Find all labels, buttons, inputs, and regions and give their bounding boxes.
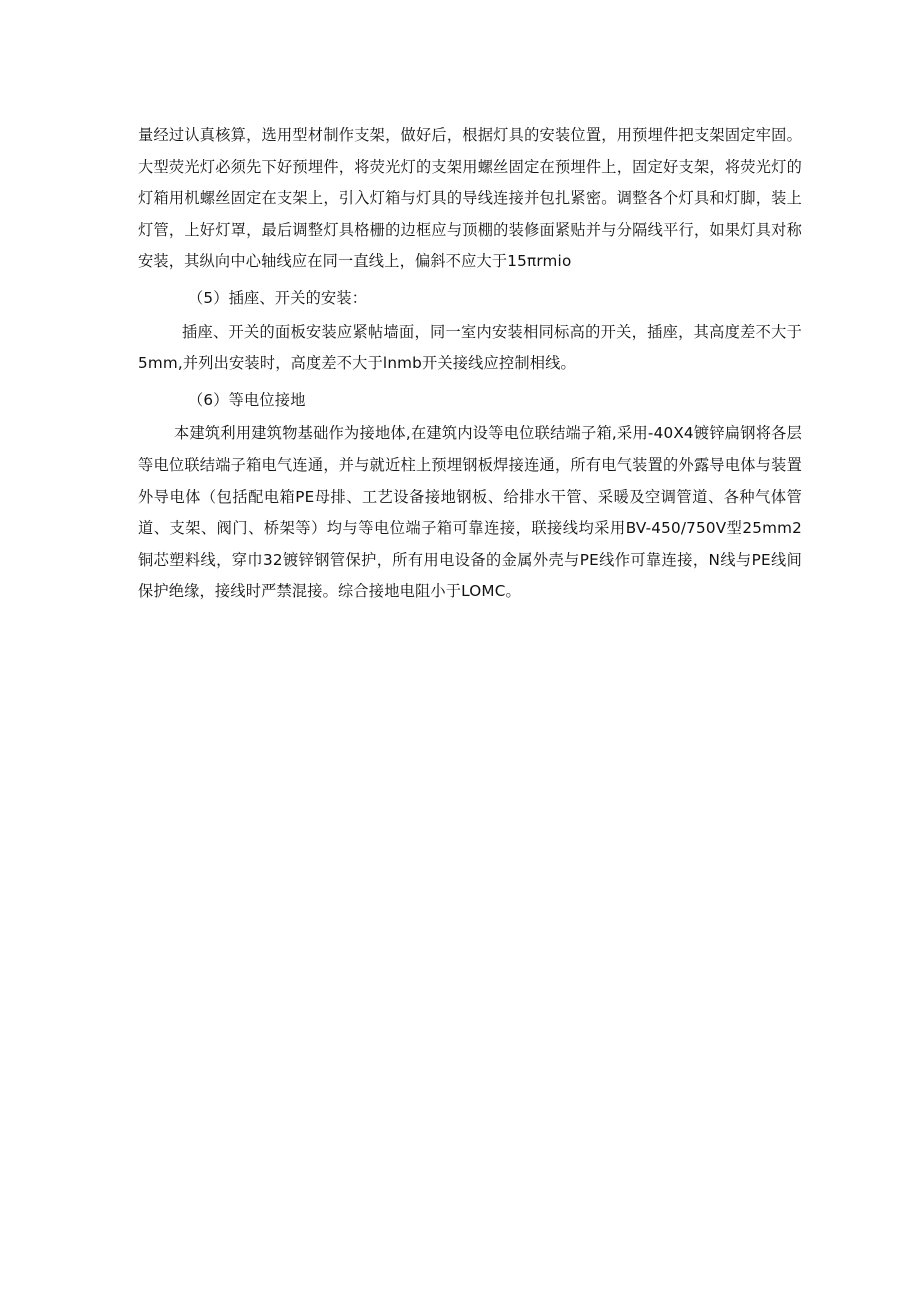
paragraph-lighting-installation: 量经过认真核算，选用型材制作支架，做好后，根据灯具的安装位置，用预埋件把支架固定牢固。大型荧光灯必须先下好预埋件，将荧光灯的支架用螺丝固定在预埋件上，固定好支架，将荧光灯的灯箱用机螺丝固定在支架上，引入灯箱与灯具的导线连接并包扎紧密。调整各个灯具和灯脚，装上灯管，上好灯罩，最后调整灯具格栅的边框应与顶棚的装修面紧贴并与分隔线平行，如果灯具对称安装，其纵向中心轴线应在同一直线上，偏斜不应大于15πrmio (138, 126, 802, 271)
paragraph-socket-switch: 插座、开关的面板安装应紧帖墙面，同一室内安装相同标高的开关，插座，其高度差不大于5mm,并列出安装时，高度差不大于lnmb开关接线应控制相线。 (138, 322, 802, 373)
heading-equipotential-grounding: （6）等电位接地 (188, 390, 306, 409)
paragraph-equipotential-grounding: 本建筑利用建筑物基础作为接地体,在建筑内设等电位联结端子箱,采用-40X4镀锌扁钢将各层等电位联结端子箱电气连通，并与就近柱上预埋钢板焊接连通，所有电气装置的外露导电体与装置外导电体（包括配电箱PE母排、工艺设备接地钢板、给排水干管、采暖及空调管道、各种气体管道、支架、阀门、桥架等）均与等电位端子箱可靠连接，联接线均采用BV-450/750V型25mm2铜芯塑料线，穿巾32镀锌钢管保护，所有用电设备的金属外壳与PE线作可靠连接，N线与PE线间保护绝缘，接线时严禁混接。综合接地电阻小于LOMC。 (138, 424, 802, 601)
document-body (138, 120, 802, 608)
heading-socket-switch-installation: （5）插座、开关的安装： (188, 288, 368, 307)
